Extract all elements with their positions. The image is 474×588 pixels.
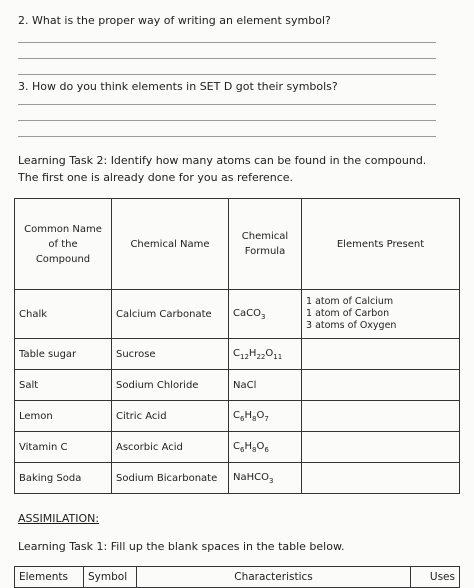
header-characteristics: Characteristics [137, 567, 411, 588]
formula-cell: $C_6H_8O_6$ [229, 432, 302, 463]
common-name-cell: Chalk [15, 290, 112, 339]
question-2: 2. What is the proper way of writing an element symbol? [18, 14, 331, 27]
common-name-cell: Vitamin C [15, 432, 112, 463]
header-common-name-line: Common Name [24, 223, 102, 235]
common-name-cell: Baking Soda [15, 463, 112, 494]
task2-line1: Learning Task 2: Identify how many atoms can be found in the compound. [18, 154, 427, 167]
task1-instructions: Learning Task 1: Fill up the blank spaces in the table below. [18, 540, 345, 553]
compound-table [14, 198, 460, 494]
table-row [15, 463, 460, 494]
elements-cell[interactable] [302, 463, 460, 494]
assimilation-heading: ASSIMILATION: [18, 512, 100, 525]
chemical-name-cell: Sodium Bicarbonate [112, 463, 229, 494]
elements-table [14, 566, 460, 588]
header-uses: Uses [411, 567, 460, 588]
common-name-cell: Table sugar [15, 339, 112, 370]
table-row [15, 370, 460, 401]
chemical-name-cell: Ascorbic Acid [112, 432, 229, 463]
element-entry: 1 atom of Calcium [306, 296, 394, 307]
table-row [15, 290, 460, 339]
answer-line [18, 42, 436, 43]
answer-line [18, 104, 436, 105]
header-formula [229, 199, 302, 290]
header-formula-line: Formula [244, 246, 286, 257]
elements-cell[interactable] [302, 370, 460, 401]
element-entry: 1 atom of Carbon [306, 308, 390, 319]
chemical-name-cell: Sodium Chloride [112, 370, 229, 401]
common-name-cell: Salt [15, 370, 112, 401]
table-row [15, 339, 460, 370]
elements-cell[interactable] [302, 339, 460, 370]
elements-cell[interactable] [302, 432, 460, 463]
formula-cell: NaHCO$_3$ [229, 463, 302, 494]
formula-cell: $C_6H_8O_7$ [229, 401, 302, 432]
answer-line [18, 58, 436, 59]
chemical-name-cell: Citric Acid [112, 401, 229, 432]
task2-instructions [18, 152, 426, 186]
header-chemical-name: Chemical Name [112, 199, 229, 290]
table-header-row [15, 199, 460, 290]
answer-line [18, 74, 436, 75]
header-formula-line: Chemical [241, 231, 289, 242]
header-common-name-line: Compound [35, 253, 91, 265]
chemical-name-cell: Calcium Carbonate [112, 290, 229, 339]
question-3: 3. How do you think elements in SET D got their symbols? [18, 80, 338, 93]
header-common-name [15, 199, 112, 290]
elements-cell [302, 290, 460, 339]
table-row [15, 401, 460, 432]
answer-line [18, 120, 436, 121]
header-elements: Elements [15, 567, 84, 588]
formula-cell: CaCO$_3$ [229, 290, 302, 339]
common-name-cell: Lemon [15, 401, 112, 432]
header-symbol: Symbol [84, 567, 137, 588]
table-row [15, 432, 460, 463]
elements-cell[interactable] [302, 401, 460, 432]
formula-cell: NaCl [229, 370, 302, 401]
formula-cell: $C_{12}H_{22}O_{11}$ [229, 339, 302, 370]
header-common-name-line: of the [48, 238, 78, 250]
task2-line2: The first one is already done for you as reference. [18, 171, 294, 184]
answer-line [18, 136, 436, 137]
header-elements-present: Elements Present [302, 199, 460, 290]
chemical-name-cell: Sucrose [112, 339, 229, 370]
element-entry: 3 atoms of Oxygen [306, 320, 397, 331]
table-header-row [15, 567, 460, 588]
